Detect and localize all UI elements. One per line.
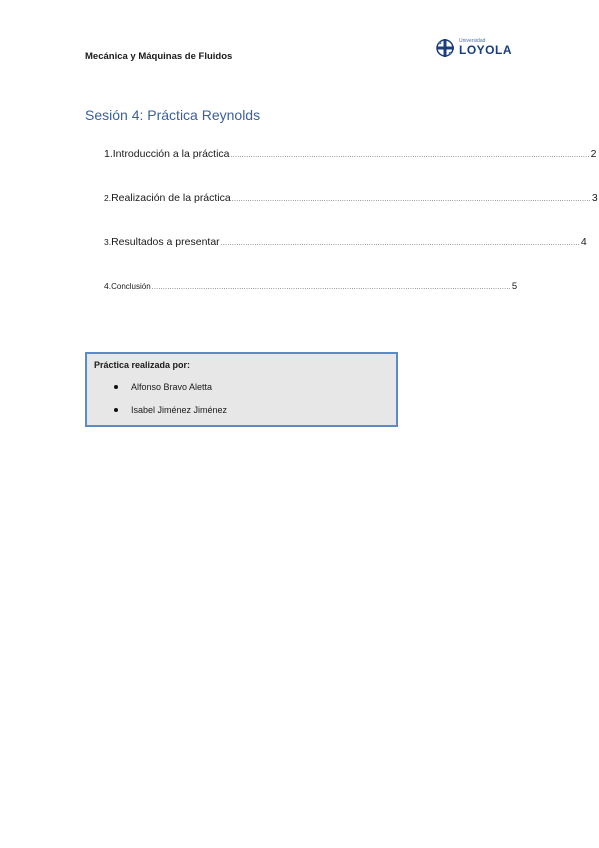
toc-number: 2. [104,193,112,203]
authors-box [85,352,398,427]
toc-page: 4 [580,236,587,248]
author-name: Isabel Jiménez Jiménez [131,405,228,415]
authors-label: Práctica realizada por: [94,360,191,370]
loyola-globe-icon [434,36,458,60]
toc-page: 2 [590,148,597,160]
toc-page: 5 [511,281,518,292]
toc-leader: ................................................................................................................................................................ [231,196,591,203]
logo-small-text: Universidad [459,38,486,44]
toc-label: Realización de la práctica [111,192,231,204]
bullet-icon [114,408,118,412]
toc-item[interactable] [104,281,518,292]
bullet-icon [114,385,118,389]
toc-leader: ................................................................................................................................................................ [230,152,590,159]
session-title: Sesión 4: Práctica Reynolds [85,107,261,123]
university-logo [434,36,514,60]
logo-text: LOYOLA [459,43,512,57]
toc-page: 3 [591,192,598,204]
toc-label: Resultados a presentar [111,236,220,248]
toc-number: 3. [104,237,112,247]
course-title: Mecánica y Máquinas de Fluidos [85,51,233,62]
toc-item[interactable] [104,192,598,204]
toc-number: 1. [104,148,113,160]
toc-number: 4. [104,281,112,291]
toc-label: Conclusión [111,282,151,291]
author-name: Alfonso Bravo Aletta [131,382,213,392]
toc-item[interactable] [104,236,587,248]
toc-item[interactable] [104,148,597,160]
toc-leader: ................................................................................................................................................................ [220,240,580,247]
toc-leader: ................................................................................................................................................................ [151,284,511,291]
toc-label: Introducción a la práctica [112,148,230,160]
